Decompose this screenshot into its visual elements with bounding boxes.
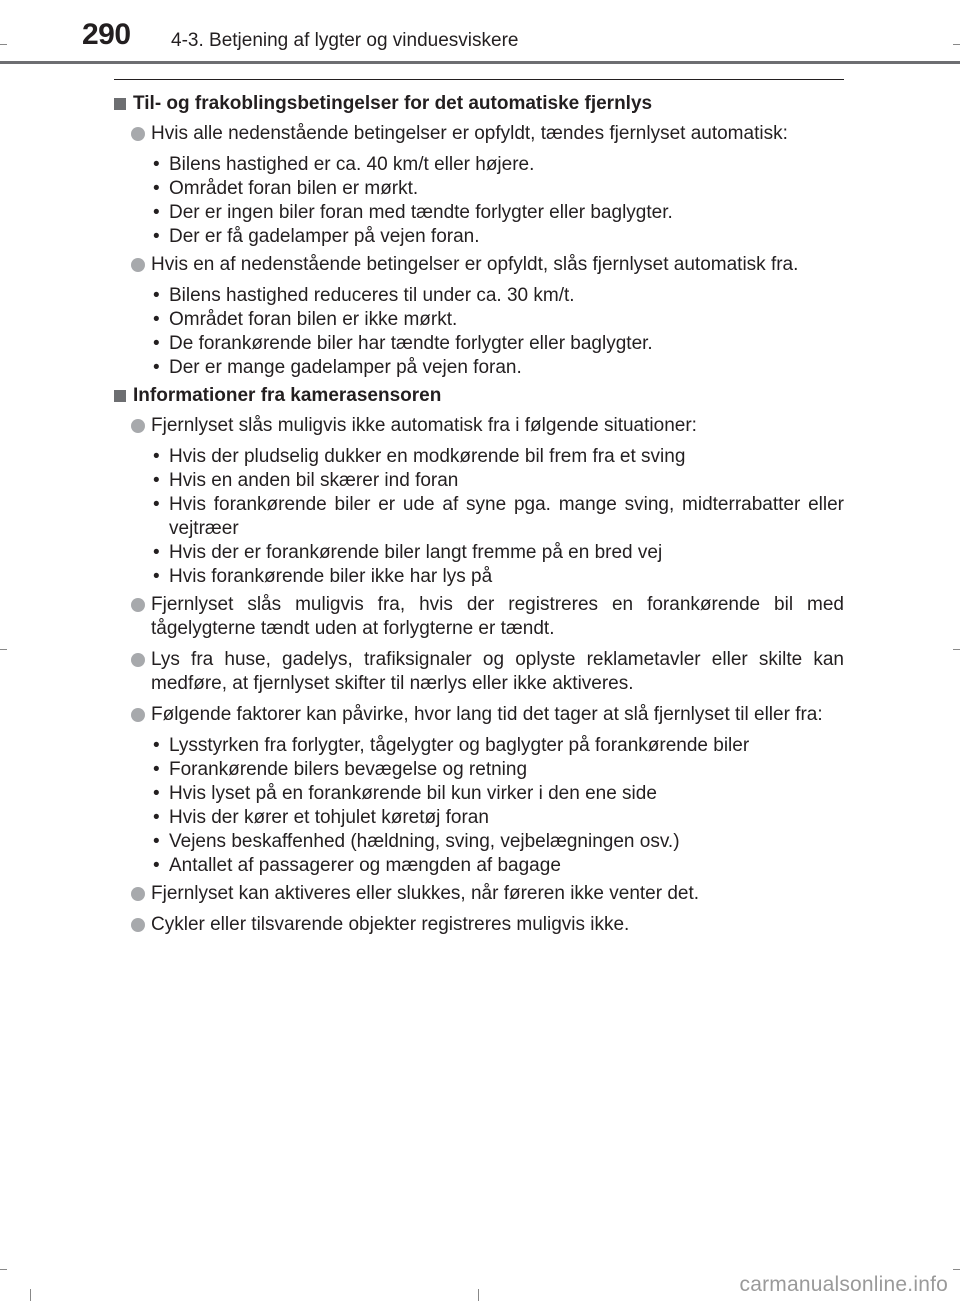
item-paragraph	[114, 882, 844, 906]
item-paragraph	[114, 593, 844, 641]
crop-mark	[0, 44, 7, 45]
item-text: Hvis alle nedenstående betingelser er opfyldt, tændes fjernlyset automatisk:	[151, 123, 788, 144]
item-text: Følgende faktorer kan påvirke, hvor lang tid det tager at slå fjernlyset til eller fra:	[151, 704, 823, 725]
sub-bullet-item: • Hvis der kører et tohjulet køretøj foran	[114, 806, 844, 830]
crop-mark	[953, 1269, 960, 1270]
item-paragraph	[114, 414, 844, 438]
circle-bullet-icon	[131, 127, 145, 141]
sub-bullet-item: • Der er få gadelamper på vejen foran.	[114, 225, 844, 249]
sub-bullet-list	[114, 445, 844, 589]
sub-bullet-item: • Hvis der pludselig dukker en modkørende bil frem fra et sving	[114, 445, 844, 469]
chapter-title: 4-3. Betjening af lygter og vinduesviskere	[171, 30, 519, 51]
watermark: carmanualsonline.info	[739, 1273, 948, 1296]
sub-bullet-item: • Vejens beskaffenhed (hældning, sving, vejbelægningen osv.)	[114, 830, 844, 854]
item-paragraph	[114, 913, 844, 937]
circle-bullet-icon	[131, 887, 145, 901]
sub-bullet-item: • Hvis lyset på en forankørende bil kun virker i den ene side	[114, 782, 844, 806]
item-text: Fjernlyset kan aktiveres eller slukkes, når føreren ikke venter det.	[151, 883, 700, 904]
sub-bullet-item: • Området foran bilen er ikke mørkt.	[114, 308, 844, 332]
crop-mark	[478, 1289, 479, 1301]
sub-bullet-item: • Hvis der er forankørende biler langt fremme på en bred vej	[114, 541, 844, 565]
crop-mark	[30, 1289, 31, 1301]
crop-mark	[953, 649, 960, 650]
section-heading	[114, 92, 844, 116]
sub-bullet-item: • Antallet af passagerer og mængden af bagage	[114, 854, 844, 878]
sub-bullet-list	[114, 284, 844, 380]
section-top-rule	[114, 79, 844, 80]
circle-bullet-icon	[131, 918, 145, 932]
header-rule	[0, 61, 960, 64]
sub-bullet-item: • Hvis forankørende biler ikke har lys på	[114, 565, 844, 589]
sub-bullet-item: • Lysstyrken fra forlygter, tågelygter og baglygter på forankørende biler	[114, 734, 844, 758]
page-header	[0, 0, 960, 66]
section-heading-text: Til- og frakoblingsbetingelser for det automatiske fjernlys	[133, 93, 653, 114]
list-item	[114, 648, 844, 696]
circle-bullet-icon	[131, 653, 145, 667]
list-item	[114, 703, 844, 878]
page-content	[114, 92, 844, 944]
item-paragraph	[114, 122, 844, 146]
crop-mark	[0, 649, 7, 650]
circle-bullet-icon	[131, 708, 145, 722]
item-text: Fjernlyset slås muligvis fra, hvis der registreres en forankørende bil med tågelygterne tændt uden at forlygterne er tændt.	[151, 594, 844, 639]
page-number: 290	[82, 18, 131, 51]
crop-mark	[953, 44, 960, 45]
circle-bullet-icon	[131, 419, 145, 433]
item-paragraph	[114, 253, 844, 277]
list-item	[114, 414, 844, 589]
item-text: Cykler eller tilsvarende objekter registreres muligvis ikke.	[151, 914, 630, 935]
circle-bullet-icon	[131, 258, 145, 272]
sub-bullet-item: • Hvis en anden bil skærer ind foran	[114, 469, 844, 493]
sub-bullet-item: • De forankørende biler har tændte forlygter eller baglygter.	[114, 332, 844, 356]
sub-bullet-item: • Området foran bilen er mørkt.	[114, 177, 844, 201]
section-heading-text: Informationer fra kamerasensoren	[133, 385, 442, 406]
sub-bullet-item: • Der er ingen biler foran med tændte forlygter eller baglygter.	[114, 201, 844, 225]
circle-bullet-icon	[131, 598, 145, 612]
sub-bullet-list	[114, 153, 844, 249]
sub-bullet-item: • Bilens hastighed reduceres til under ca. 30 km/t.	[114, 284, 844, 308]
sub-bullet-list	[114, 734, 844, 878]
crop-mark	[0, 1269, 7, 1270]
sub-bullet-item: • Forankørende bilers bevægelse og retning	[114, 758, 844, 782]
item-text: Hvis en af nedenstående betingelser er opfyldt, slås fjernlyset automatisk fra.	[151, 254, 799, 275]
list-item	[114, 913, 844, 937]
sub-bullet-item: • Hvis forankørende biler er ude af syne pga. mange sving, midterrabatter eller vejtræer	[114, 493, 844, 541]
item-paragraph	[114, 703, 844, 727]
square-bullet-icon	[114, 98, 126, 110]
item-text: Fjernlyset slås muligvis ikke automatisk fra i følgende situationer:	[151, 415, 697, 436]
sub-bullet-item: • Der er mange gadelamper på vejen foran.	[114, 356, 844, 380]
item-paragraph	[114, 648, 844, 696]
sub-bullet-item: • Bilens hastighed er ca. 40 km/t eller højere.	[114, 153, 844, 177]
list-item	[114, 122, 844, 249]
list-item	[114, 593, 844, 641]
section-heading	[114, 384, 844, 408]
item-text: Lys fra huse, gadelys, trafiksignaler og oplyste reklametavler eller skilte kan medføre, at fjernlyset skifter til nærlys eller ikke aktiveres.	[151, 649, 844, 694]
list-item	[114, 882, 844, 906]
list-item	[114, 253, 844, 380]
square-bullet-icon	[114, 390, 126, 402]
